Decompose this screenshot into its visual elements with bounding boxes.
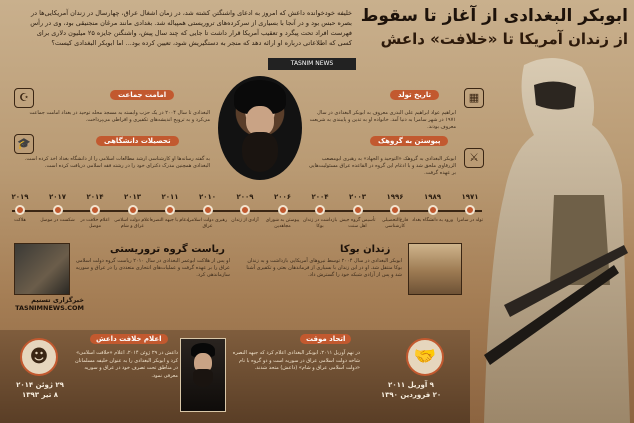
birth-text: ابراهیم عواد ابراهیم علی البدری معروف به ابوبکر البغدادی در سال ۱۹۷۱ در شهر سامرا به دنیا آمد. خانواده او به تدین و پایبندی به شریعت معروف بودند. <box>309 110 456 130</box>
soldier-figure <box>464 55 634 423</box>
khilafat-date-1: ۲۹ ژوئن ۲۰۱۴ <box>16 381 64 389</box>
page-subtitle: از زندان آمریکا تا «خلافت» داعش <box>380 30 628 48</box>
imamat-text: البغدادی تا سال ۲۰۰۴ در یک حزب وابسته به مسجد محله توحید در بغداد امامت جماعت می‌کرد و به ترویج اندیشه‌های تکفیری و افراطی می‌پرداخت. <box>29 110 210 123</box>
group-text: ابوبکر البغدادی به گروهک «التوحید و الجهاد» به رهبری ابومصعب الزرقاوی ملحق شد و با ادغام این گروه در القاعده عراق مسئولیت‌هایی بر عهده گرفت. <box>308 156 456 176</box>
bottom-strip <box>0 330 470 423</box>
timeline-label: هلاکت <box>14 218 26 223</box>
ittihad-date-2: ۲۰ فروردین ۱۳۹۰ <box>380 391 442 399</box>
baghdadi-speech-photo <box>180 338 226 412</box>
timeline-year: ۲۰۰۴ <box>311 193 329 201</box>
timeline-dot <box>278 205 288 215</box>
bucca-title: زندان بوکا <box>340 244 391 255</box>
mosque-icon: ☪ <box>14 88 34 108</box>
education-text: به گفته رسانه‌ها او کارشناسی ارشد مطالعات اسلامی را از دانشگاه بغداد اخذ کرده است. البغدادی همچنین مدرک دکترای خود را در رشته فقه اسلامی دریافت کرده است. <box>24 156 210 169</box>
timeline-year: ۲۰۱۳ <box>123 193 142 201</box>
terror-head-title: ریاست گروه تروریستی <box>110 244 225 255</box>
baghdadi-portrait <box>218 76 302 180</box>
isis-fighters-photo <box>14 243 70 295</box>
timeline-label: شکست در موصل <box>40 218 75 223</box>
timeline-year: ۲۰۱۱ <box>161 193 179 201</box>
handshake-icon: 🤝 <box>406 338 444 376</box>
terror-head-text: او پس از هلاکت ابوعمر البغدادی در سال ۲۰۱۰ ریاست گروه دولت اسلامی عراق را بر عهده گرفت و عملیات‌های انتحاری متعددی را در عراق و سوریه سازماندهی کرد. <box>75 258 230 278</box>
birth-title: تاریخ تولد <box>390 90 439 100</box>
timeline-year: ۲۰۱۰ <box>198 193 217 201</box>
bucca-text: ابوبکر البغدادی در سال ۲۰۰۴ توسط نیروهای آمریکایی بازداشت و به زندان بوکا منتقل شد. او در این زندان با بسیاری از فرماندهان بعثی و تکفیری آشنا شد و پس از آزادی شبکه خود را گسترش داد. <box>246 258 402 278</box>
timeline-dot <box>390 205 400 215</box>
soldier-icon: ⚔ <box>464 148 484 168</box>
timeline-dot <box>315 205 325 215</box>
timeline-dot <box>15 205 25 215</box>
timeline-label: تأسیس گروه جیش اهل سنت <box>339 218 376 229</box>
timeline-label: فارغ‌التحصیلی کارشناسی <box>381 218 409 229</box>
timeline-dot <box>203 205 213 215</box>
timeline-year: ۲۰۱۴ <box>86 193 104 201</box>
imamat-title: امامت جماعت <box>110 90 174 100</box>
timeline-label: تولد در سامرا <box>456 218 484 223</box>
graduation-cap-icon: 🎓 <box>14 134 34 154</box>
timeline-year: ۲۰۰۳ <box>348 193 367 201</box>
timeline-dot <box>128 205 138 215</box>
timeline-year: ۲۰۰۶ <box>273 193 292 201</box>
ittihad-date <box>366 380 456 400</box>
timeline-label: رهبری دولت اسلامی عراق <box>187 218 228 229</box>
timeline-label: ادغام با جبهه النصره <box>150 218 190 223</box>
timeline-year: ۲۰۱۹ <box>11 193 29 201</box>
ittihad-text: در نهم آوریل ۲۰۱۱، ابوبکر البغدادی اعلام کرد که جبهه النصره شاخه دولت اسلامی عراق در سوریه است و دو گروه با نام «دولت اسلامی عراق و شام» (داعش) متحد شدند. <box>232 350 360 371</box>
khilafat-text: داعش در ۲۹ ژوئن ۲۰۱۴، اعلام «خلافت اسلامی» کرد و ابوبکر البغدادی را به عنوان خلیفه مسلمانان در مناطق تحت تصرف خود در عراق و سوریه معرفی نمود. <box>74 350 178 379</box>
timeline-year: ۱۹۷۱ <box>461 193 479 201</box>
timeline-dot <box>353 205 363 215</box>
khilafat-date-2: ۸ تیر ۱۳۹۳ <box>21 391 59 399</box>
timeline-label: ورود به دانشگاه بغداد <box>411 218 454 223</box>
education-title: تحصیلات دانشگاهی <box>96 136 179 146</box>
bucca-prison-photo <box>408 243 462 295</box>
khilafat-title: اعلام خلافت داعش <box>90 334 168 344</box>
timeline-label: اعلام دولت اسلامی عراق و شام <box>114 218 151 229</box>
ittihad-date-1: ۹ آوریل ۲۰۱۱ <box>388 381 434 389</box>
calendar-icon: ▦ <box>464 88 484 108</box>
timeline-dot <box>240 205 250 215</box>
khilafat-date <box>10 380 70 400</box>
timeline-label: آزادی از زندان <box>231 218 259 223</box>
timeline-label: پیوستن به شورای مجاهدین <box>265 218 300 229</box>
timeline-year: ۲۰۰۹ <box>236 193 254 201</box>
timeline-year: ۲۰۱۷ <box>48 193 67 201</box>
timeline-label: بازداشت در زندان بوکا <box>302 218 338 229</box>
timeline-year: ۱۹۸۹ <box>423 193 442 201</box>
intro-paragraph: خلیفه خودخوانده داعش که امروز به ادعای واشنگتن کشته شد، در زمان اشغال عراق، چهارسال در زندان آمریکایی‌ها در بصره حبس بود و در آنجا با بسیاری از سرکرده‌های تروریستی همپیاله شد. بغدادی مانند مرغان منجنیقی بود، وی در رأس فهرست افراد تحت پیگرد و تعقیب آمریکا قرار داشت تا جایی که چند سال پیش، واشنگتن جایزه ۲۵ میلیون دلاری برای کسی که اطلاعاتی درباره او ارائه دهد که منجر به دستگیریش شود، تعیین کرده بود... اما ابوبکر البغدادی کیست؟ <box>30 9 352 47</box>
timeline-dot <box>465 205 475 215</box>
ittihad-title: اتحاد موقت <box>300 334 351 344</box>
timeline-year: ۱۹۹۶ <box>386 193 404 201</box>
tasnim-logo: TASNIM NEWS <box>268 58 356 70</box>
person-circle-icon: ☻ <box>20 338 58 376</box>
timeline-dot <box>90 205 100 215</box>
group-title: پیوستن به گروهک <box>370 136 448 146</box>
timeline-dot <box>428 205 438 215</box>
page-title: ابوبکر البغدادی از آغاز تا سقوط <box>360 6 628 26</box>
timeline-dot <box>165 205 175 215</box>
timeline-label: اعلام خلافت در موصل <box>80 218 110 229</box>
tasnim-label: خبرگزاری تسنیم TASNIMNEWS.COM <box>15 296 84 312</box>
timeline-dot <box>53 205 63 215</box>
